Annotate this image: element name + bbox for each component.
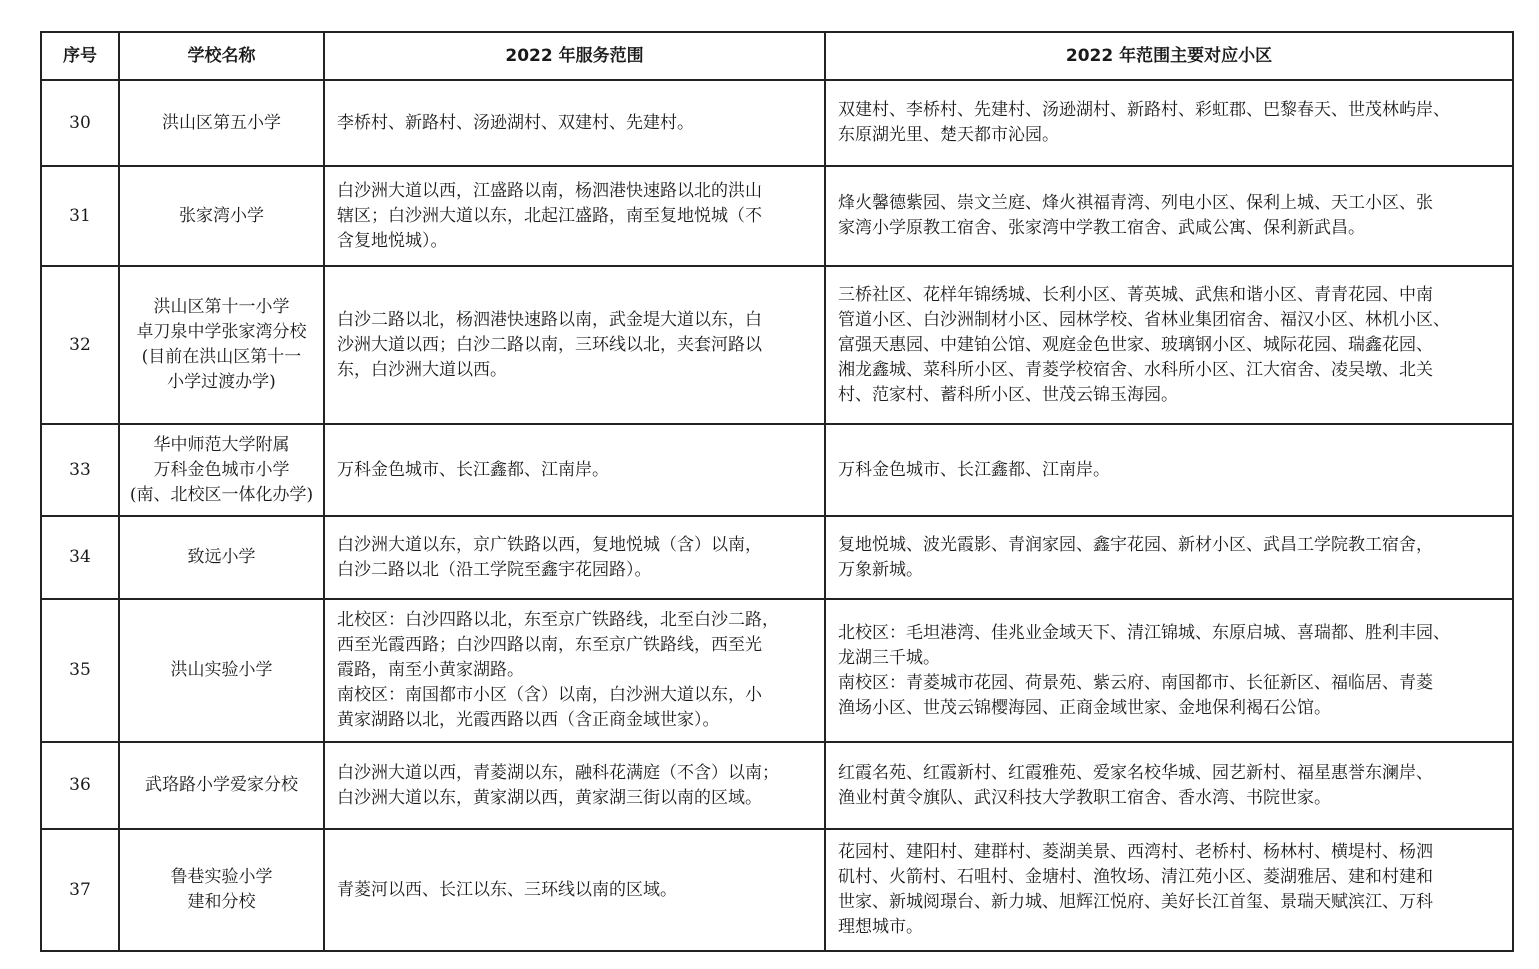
row-communities-line: 家湾小学原教工宿舍、张家湾中学教工宿舍、武咸公寓、保利新武昌。 <box>838 218 1365 238</box>
row-service-range <box>324 829 825 951</box>
row-service-range-line: 南校区：南国都市小区（含）以南，白沙洲大道以东，小 <box>337 685 762 705</box>
row-communities-line: 烽火馨德紫园、崇文兰庭、烽火祺福青湾、列电小区、保利上城、天工小区、张 <box>838 193 1433 213</box>
row-service-range-line: 含复地悦城）。 <box>337 230 448 251</box>
row-serial-number-line: 32 <box>69 334 91 355</box>
row-communities <box>825 266 1513 424</box>
table-row <box>41 516 1513 599</box>
row-serial-number-line: 37 <box>69 879 91 900</box>
row-school-name-line: 卓刀泉中学张家湾分校 <box>136 322 307 342</box>
row-service-range-line: 霞路，南至小黄家湖路。 <box>337 660 524 680</box>
row-communities-line: 矶村、火箭村、石咀村、金塘村、渔牧场、清江苑小区、菱湖雅居、建和村建和 <box>838 867 1433 887</box>
row-service-range-line: 西至光霞西路；白沙四路以南，东至京广铁路线，西至光 <box>337 635 762 655</box>
row-service-range <box>324 166 825 266</box>
table-row <box>41 742 1513 829</box>
row-service-range-line: 辖区；白沙洲大道以东，北起江盛路，南至复地悦城（不 <box>337 205 762 226</box>
row-service-range <box>324 742 825 829</box>
row-service-range <box>324 80 825 166</box>
table-row <box>41 424 1513 516</box>
row-service-range-line: 白沙洲大道以西，青菱湖以东，融科花满庭（不含）以南； <box>337 762 779 783</box>
row-serial-number <box>41 829 119 951</box>
header-service-range: 2022 年服务范围 <box>324 32 825 80</box>
row-service-range <box>324 266 825 424</box>
row-service-range <box>324 516 825 599</box>
row-service-range-line: 白沙洲大道以东，黄家湖以西，黄家湖三街以南的区域。 <box>337 787 762 808</box>
row-serial-number <box>41 742 119 829</box>
row-service-range-line: 白沙洲大道以东，京广铁路以西，复地悦城（含）以南， <box>337 534 762 555</box>
row-communities <box>825 516 1513 599</box>
row-school-name-line: 小学过渡办学) <box>167 372 276 392</box>
header-serial-number: 序号 <box>41 32 119 80</box>
table-row <box>41 266 1513 424</box>
row-communities-line: 管道小区、白沙洲制材小区、园林学校、省林业集团宿舍、福汉小区、林机小区、 <box>838 309 1450 330</box>
row-communities-line: 南校区：青菱城市花园、荷景苑、紫云府、南国都市、长征新区、福临居、青菱 <box>838 672 1433 693</box>
row-service-range-line: 青菱河以西、长江以东、三环线以南的区域。 <box>337 879 677 900</box>
row-communities <box>825 80 1513 166</box>
row-serial-number <box>41 599 119 742</box>
header-school-name: 学校名称 <box>119 32 324 80</box>
row-communities-line: 万象新城。 <box>838 559 923 580</box>
row-school-name-line: 建和分校 <box>187 892 256 912</box>
table-row <box>41 166 1513 266</box>
row-service-range-line: 北校区：白沙四路以北，东至京广铁路线，北至白沙二路， <box>337 610 779 630</box>
row-communities-line: 万科金色城市、长江鑫都、江南岸。 <box>838 459 1110 480</box>
row-service-range-line: 万科金色城市、长江鑫都、江南岸。 <box>337 459 609 480</box>
row-school-name-line: 鲁巷实验小学 <box>170 867 273 887</box>
row-school-name-line: 洪山区第五小学 <box>162 112 281 133</box>
row-communities <box>825 829 1513 951</box>
table-header-row <box>41 32 1513 80</box>
row-communities-line: 复地悦城、波光霞影、青润家园、鑫宇花园、新材小区、武昌工学院教工宿舍， <box>838 534 1433 555</box>
row-serial-number-line: 31 <box>69 205 91 226</box>
row-communities <box>825 166 1513 266</box>
row-school-name <box>119 424 324 516</box>
row-serial-number-line: 35 <box>69 660 91 680</box>
row-serial-number <box>41 424 119 516</box>
row-communities-line: 东原湖光里、楚天都市沁园。 <box>838 125 1059 145</box>
row-serial-number <box>41 266 119 424</box>
table-body <box>41 80 1513 951</box>
row-communities-line: 渔业村黄令旗队、武汉科技大学教职工宿舍、香水湾、书院世家。 <box>838 787 1331 808</box>
row-communities-line: 花园村、建阳村、建群村、菱湖美景、西湾村、老桥村、杨林村、横堤村、杨泗 <box>838 842 1433 862</box>
row-service-range-line: 沙洲大道以西；白沙二路以南，三环线以北，夹套河路以 <box>337 334 762 355</box>
row-school-name-line: (目前在洪山区第十一 <box>141 347 302 367</box>
row-school-name <box>119 166 324 266</box>
row-service-range-line: 黄家湖路以北，光霞西路以西（含正商金域世家）。 <box>337 710 720 730</box>
row-serial-number <box>41 516 119 599</box>
row-service-range-line: 白沙洲大道以西，江盛路以南，杨泗港快速路以北的洪山 <box>337 180 762 201</box>
row-communities-line: 湘龙鑫城、菜科所小区、青菱学校宿舍、水科所小区、江大宿舍、凌吴墩、北关 <box>838 359 1433 380</box>
row-communities-line: 三桥社区、花样年锦绣城、长利小区、菁英城、武焦和谐小区、青青花园、中南 <box>838 284 1433 305</box>
row-school-name <box>119 829 324 951</box>
row-communities <box>825 742 1513 829</box>
row-communities-line: 双建村、李桥村、先建村、汤逊湖村、新路村、彩虹郡、巴黎春天、世茂林屿岸、 <box>838 100 1450 120</box>
header-communities: 2022 年范围主要对应小区 <box>825 32 1513 80</box>
row-serial-number-line: 34 <box>69 547 91 567</box>
row-communities <box>825 599 1513 742</box>
row-communities-line: 龙湖三千城。 <box>838 647 940 668</box>
row-serial-number-line: 30 <box>69 112 91 133</box>
row-school-name-line: 洪山实验小学 <box>170 660 273 680</box>
row-school-name-line: 洪山区第十一小学 <box>153 297 290 317</box>
row-communities-line: 富强天惠园、中建铂公馆、观庭金色世家、玻璃钢小区、城际花园、瑞鑫花园、 <box>838 334 1433 355</box>
table-row <box>41 80 1513 166</box>
row-serial-number-line: 33 <box>69 459 91 480</box>
row-school-name <box>119 266 324 424</box>
row-service-range <box>324 599 825 742</box>
row-serial-number <box>41 80 119 166</box>
row-service-range <box>324 424 825 516</box>
row-communities-line: 村、范家村、蓄科所小区、世茂云锦玉海园。 <box>838 384 1178 405</box>
row-school-name-line: 致远小学 <box>187 547 256 567</box>
row-school-name-line: 张家湾小学 <box>179 205 264 226</box>
row-school-name-line: 华中师范大学附属 <box>153 434 290 455</box>
table-row <box>41 599 1513 742</box>
table-row <box>41 829 1513 951</box>
row-school-name-line: 武珞路小学爱家分校 <box>145 775 298 795</box>
row-school-name-line: (南、北校区一体化办学) <box>129 484 314 505</box>
row-communities-line: 渔场小区、世茂云锦樱海园、正商金域世家、金地保利褐石公馆。 <box>838 697 1331 718</box>
row-communities-line: 北校区：毛坦港湾、佳兆业金域天下、清江锦城、东原启城、喜瑞都、胜利丰园、 <box>838 622 1450 643</box>
row-school-name-line: 万科金色城市小学 <box>153 459 290 480</box>
row-service-range-line: 东，白沙洲大道以西。 <box>337 359 507 380</box>
row-communities <box>825 424 1513 516</box>
row-school-name <box>119 599 324 742</box>
row-school-name <box>119 742 324 829</box>
row-serial-number-line: 36 <box>69 775 91 795</box>
row-communities-line: 红霞名苑、红霞新村、红霞雅苑、爱家名校华城、园艺新村、福星惠誉东澜岸、 <box>838 762 1433 783</box>
school-district-table <box>40 31 1514 952</box>
row-school-name <box>119 516 324 599</box>
row-serial-number <box>41 166 119 266</box>
row-service-range-line: 李桥村、新路村、汤逊湖村、双建村、先建村。 <box>337 112 694 133</box>
row-communities-line: 世家、新城阅璟台、新力城、旭辉江悦府、美好长江首玺、景瑞天赋滨江、万科 <box>838 892 1433 912</box>
row-service-range-line: 白沙二路以北（沿工学院至鑫宇花园路）。 <box>337 559 652 580</box>
row-service-range-line: 白沙二路以北，杨泗港快速路以南，武金堤大道以东，白 <box>337 309 762 330</box>
row-communities-line: 理想城市。 <box>838 917 923 937</box>
row-school-name <box>119 80 324 166</box>
